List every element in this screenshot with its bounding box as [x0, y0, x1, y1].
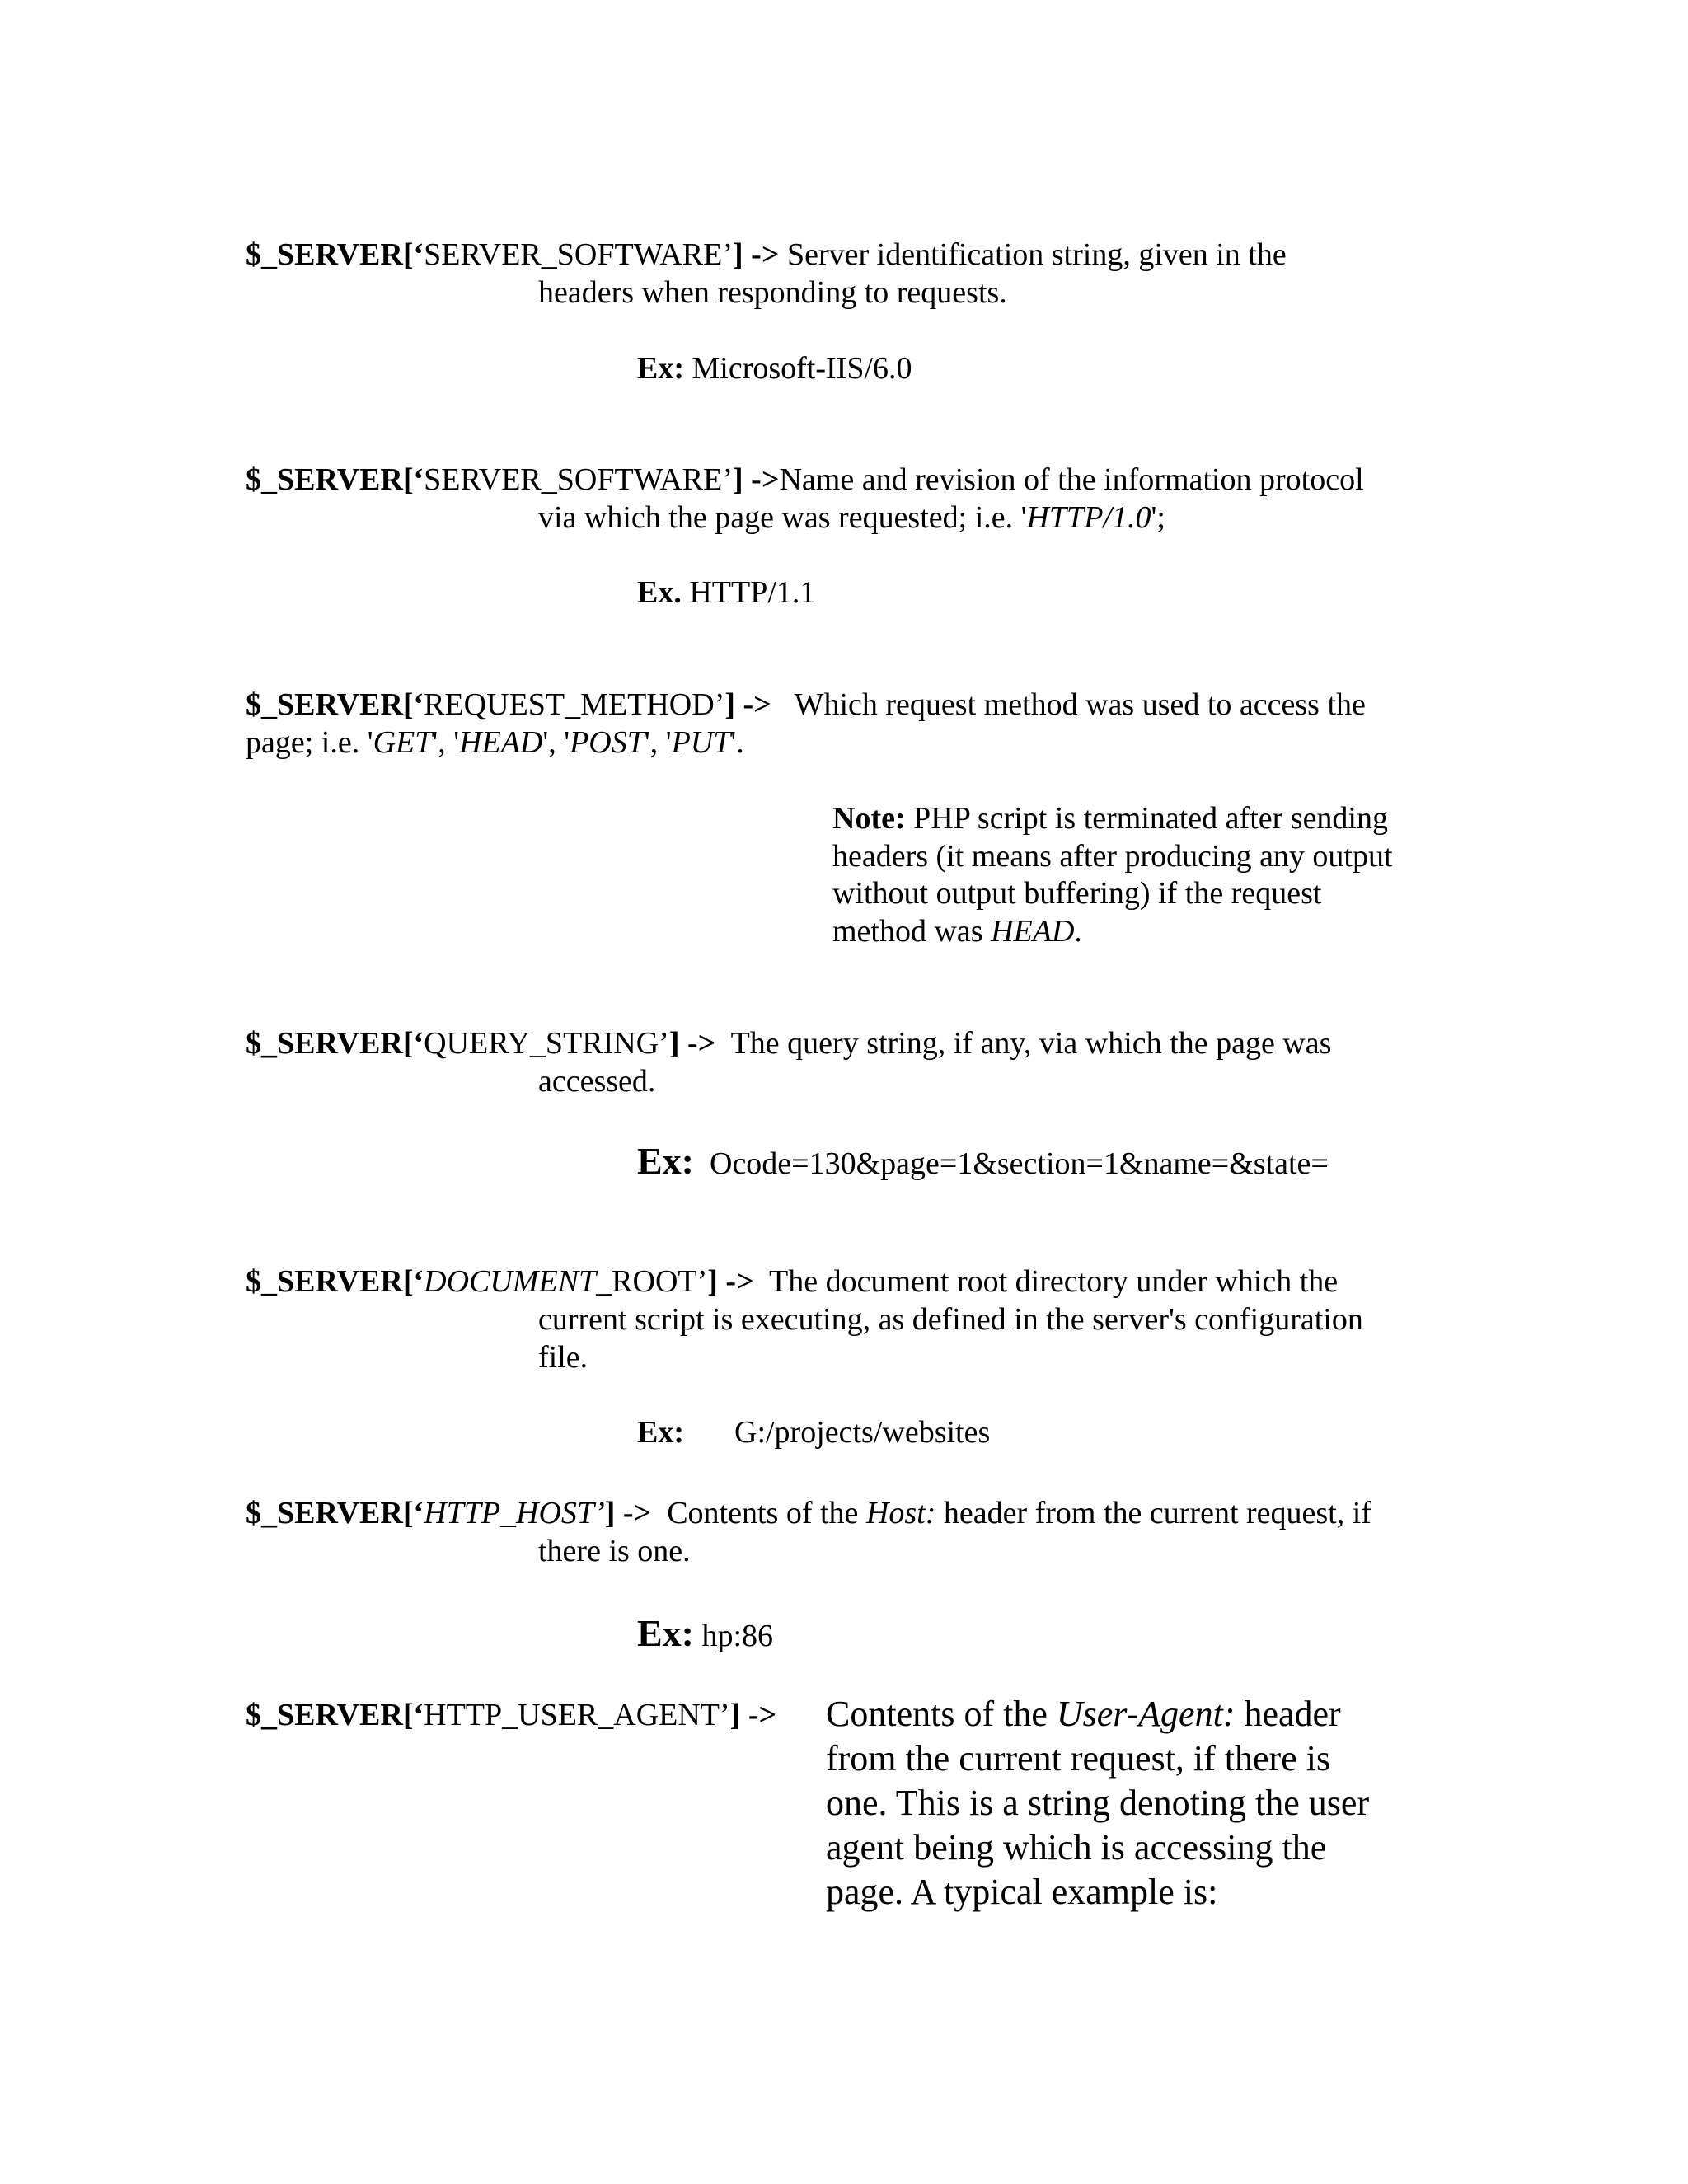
example — [637, 574, 815, 612]
note — [832, 799, 1388, 837]
example-label: Ex: — [637, 1415, 684, 1450]
text-italic: HTTP/1.0 — [1026, 500, 1151, 535]
example-label: Ex: — [637, 1140, 694, 1182]
var-prefix: $_SERVER[‘ — [246, 462, 424, 497]
text: ', ' — [432, 725, 460, 760]
description-continued: there is one. — [538, 1534, 691, 1568]
arrow: ] -> — [729, 1698, 777, 1732]
example — [637, 1139, 1329, 1183]
note-text — [832, 912, 1082, 950]
var-prefix: $_SERVER[‘ — [246, 1026, 424, 1061]
description: Contents of the — [651, 1496, 866, 1530]
arrow: ] -> — [733, 462, 780, 497]
description: The document root directory under which the — [753, 1264, 1339, 1299]
example — [637, 1413, 991, 1451]
note-text: without output buffering) if the request — [832, 876, 1322, 911]
var-prefix: $_SERVER[‘ — [246, 1698, 424, 1732]
arrow: ] -> — [733, 237, 780, 272]
description-continued: agent being which is accessing the — [826, 1827, 1327, 1868]
arrow: ] -> — [724, 687, 771, 722]
example-label: Ex: — [637, 1612, 694, 1654]
example — [637, 349, 912, 387]
var-key: _ROOT’ — [596, 1264, 708, 1299]
text: '. — [730, 725, 744, 760]
arrow: ] -> — [707, 1264, 754, 1299]
entry-heading — [246, 1263, 1338, 1301]
var-key-italic: DOCUMENT — [424, 1264, 597, 1299]
description-continued: file. — [538, 1340, 588, 1375]
example-value: Ocode=130&page=1&section=1&name=&state= — [694, 1146, 1329, 1181]
entry-heading — [246, 1024, 1331, 1062]
description-continued — [246, 724, 744, 762]
var-key-italic: HTTP_HOST’ — [424, 1496, 605, 1530]
var-key: QUERY_STRING’ — [424, 1026, 669, 1061]
var-key: REQUEST_METHOD’ — [424, 687, 725, 722]
example-label: Ex: — [637, 351, 684, 386]
description: header from the current request, if — [935, 1496, 1372, 1530]
var-key: SERVER_SOFTWARE’ — [424, 462, 734, 497]
text-italic: HEAD — [459, 725, 543, 760]
description-continued: headers when responding to requests. — [538, 275, 1007, 310]
entry-heading — [246, 1696, 776, 1734]
arrow: ] -> — [604, 1496, 652, 1530]
var-prefix: $_SERVER[‘ — [246, 237, 424, 272]
text-italic: GET — [373, 725, 433, 760]
note-label: Note: — [832, 801, 906, 836]
text-italic: POST — [570, 725, 645, 760]
description-continued — [538, 499, 1165, 537]
var-key: HTTP_USER_AGENT’ — [424, 1698, 730, 1732]
description — [826, 1692, 1341, 1736]
entry-heading — [246, 236, 1287, 274]
text: page; i.e. ' — [246, 725, 373, 760]
example — [637, 1611, 773, 1656]
text-italic: User-Agent: — [1056, 1694, 1236, 1734]
text: header — [1235, 1694, 1341, 1734]
description-continued: one. This is a string denoting the user — [826, 1783, 1370, 1823]
text: . — [1074, 914, 1082, 949]
text-italic: PUT — [671, 725, 731, 760]
example-value: HTTP/1.1 — [681, 575, 816, 610]
description: The query string, if any, via which the page was — [715, 1026, 1332, 1061]
entry-heading — [246, 461, 1364, 499]
description: Server identification string, given in the — [779, 237, 1287, 272]
description: Which request method was used to access the — [771, 687, 1366, 722]
text: Contents of the — [826, 1694, 1057, 1734]
text-italic: HEAD — [991, 914, 1075, 949]
description-continued: current script is executing, as defined in the server's configuration — [538, 1302, 1363, 1337]
text: via which the page was requested; i.e. ' — [538, 500, 1027, 535]
note-text: headers (it means after producing any output — [832, 839, 1393, 874]
var-key: SERVER_SOFTWARE’ — [424, 237, 734, 272]
note-text: PHP script is terminated after sending — [905, 801, 1388, 836]
text: method was — [832, 914, 992, 949]
description-continued: from the current request, if there is — [826, 1738, 1331, 1779]
entry-heading — [246, 686, 1366, 724]
text-italic: Host: — [865, 1496, 936, 1530]
description: Name and revision of the information protocol — [779, 462, 1364, 497]
var-prefix: $_SERVER[‘ — [246, 1496, 424, 1530]
var-prefix: $_SERVER[‘ — [246, 687, 424, 722]
text: ', ' — [644, 725, 672, 760]
text: '; — [1151, 500, 1165, 535]
entry-heading — [246, 1494, 1372, 1532]
example-label: Ex. — [637, 575, 682, 610]
var-prefix: $_SERVER[‘ — [246, 1264, 424, 1299]
example-value: hp:86 — [694, 1619, 774, 1653]
description-continued: accessed. — [538, 1064, 656, 1099]
text: ', ' — [542, 725, 570, 760]
example-value: G:/projects/websites — [734, 1415, 991, 1450]
example-value: Microsoft-IIS/6.0 — [684, 351, 912, 386]
description-continued: page. A typical example is: — [826, 1872, 1218, 1912]
arrow: ] -> — [668, 1026, 716, 1061]
